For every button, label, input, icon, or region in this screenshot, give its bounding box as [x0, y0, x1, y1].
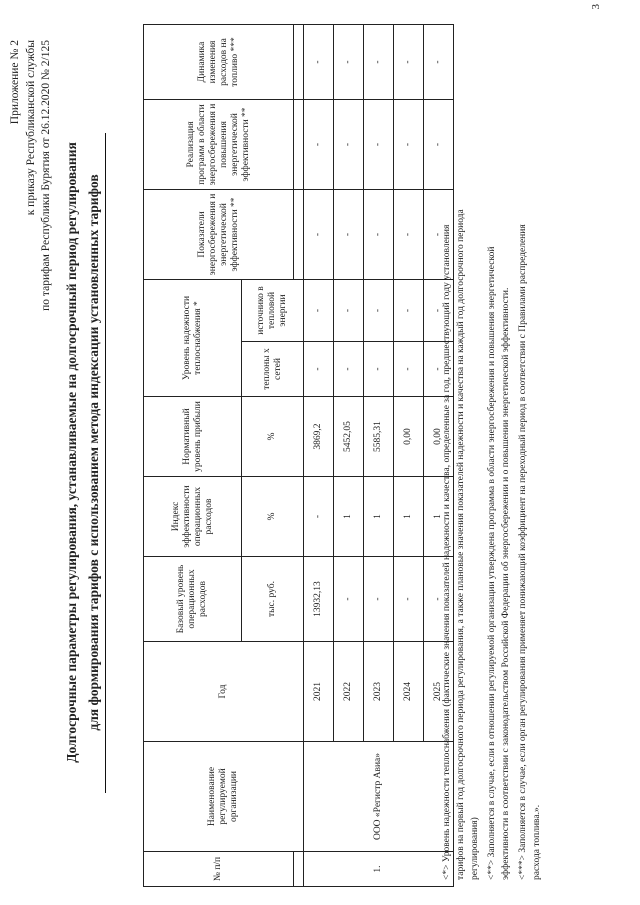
page-number: 3	[590, 4, 602, 10]
row-num: 1.	[304, 852, 454, 887]
cell-energy: -	[364, 189, 394, 279]
document-title-line1: Долгосрочные параметры регулирования, устанавливаемые на долгосрочный период регулирования	[64, 142, 79, 763]
cell-year: 2024	[394, 642, 424, 742]
empty-cell	[294, 24, 304, 99]
header-fuel: Динамика изменения расходов на топливо ***	[144, 24, 294, 99]
cell-fuel: -	[304, 24, 334, 99]
cell-year: 2022	[334, 642, 364, 742]
header-num: № п/п	[144, 852, 294, 887]
appendix-title: Приложение № 2	[9, 40, 21, 125]
cell-fuel: -	[424, 24, 454, 99]
header-program: Реализация программ в области энергосбережения и повышения энергетической эффективности **	[144, 99, 294, 189]
cell-profit: 0,00	[424, 397, 454, 477]
cell-networks: -	[394, 342, 424, 397]
cell-base: 13932,13	[304, 557, 334, 642]
cell-profit: 5585,31	[364, 397, 394, 477]
header-base: Базовый уровень операционных расходов	[144, 557, 242, 642]
row-org: ООО «Регистр Авиа»	[304, 742, 454, 852]
appendix-service: по тарифам Республики Бурятия от 26.12.2020 № 2/125	[40, 40, 52, 311]
cell-source: -	[394, 279, 424, 341]
cell-program: -	[424, 99, 454, 189]
unit-index: %	[242, 477, 304, 557]
cell-networks: -	[334, 342, 364, 397]
cell-program: -	[334, 99, 364, 189]
cell-networks: -	[304, 342, 334, 397]
cell-index: -	[304, 477, 334, 557]
tariff-parameters-table	[143, 24, 454, 887]
header-profit: Нормативный уровень прибыли	[144, 397, 242, 477]
cell-program: -	[364, 99, 394, 189]
document-title-line2: для формирования тарифов с использованием метода индексации установленных тарифов	[86, 174, 101, 731]
appendix-order: к приказу Республиканской службы	[25, 40, 37, 216]
empty-cell	[294, 99, 304, 189]
cell-year: 2023	[364, 642, 394, 742]
cell-base: -	[424, 557, 454, 642]
cell-index: 1	[334, 477, 364, 557]
unit-base: тыс. руб.	[242, 557, 304, 642]
header-energy: Показатели энергосбережения и энергетической эффективности **	[144, 189, 294, 279]
cell-index: 1	[394, 477, 424, 557]
cell-index: 1	[364, 477, 394, 557]
header-index: Индекс эффективности операционных расходов	[144, 477, 242, 557]
footnote-line: <**> Заполняется в случае, если в отношении регулируемой организации утверждена программа в области энергосбережения и повышения энергетической	[487, 246, 497, 880]
unit-profit: %	[242, 397, 304, 477]
header-reliability-source: источнико в тепловой энергии	[242, 279, 304, 341]
cell-year: 2025	[424, 642, 454, 742]
footnote-line: <*> Уровень надежности теплоснабжения (фактические значения показателей надежности и качества, определенные за год, предшествующий году установления	[442, 224, 452, 880]
cell-fuel: -	[334, 24, 364, 99]
cell-networks: -	[424, 342, 454, 397]
header-org: Наименование регулируемой организации	[144, 742, 304, 852]
footnote-line: эффективности в соответствии с законодательством Российской Федерации об энергосбережении и о повышении энергетической эффективности.	[501, 287, 511, 880]
empty-cell	[294, 852, 304, 887]
cell-source: -	[424, 279, 454, 341]
footnote-line: расхода топлива.».	[532, 804, 542, 880]
cell-base: -	[394, 557, 424, 642]
header-reliability: Уровень надежности теплоснабжения *	[144, 279, 242, 396]
cell-profit: 0,00	[394, 397, 424, 477]
cell-profit: 5452,05	[334, 397, 364, 477]
cell-program: -	[394, 99, 424, 189]
cell-fuel: -	[364, 24, 394, 99]
footnote-line: регулирования)	[470, 817, 480, 880]
cell-source: -	[304, 279, 334, 341]
footnote-line: <***> Заполняется в случае, если орган регулирования применяет понижающий коэффициент на переходный период в соответствии с Правилами распределения	[518, 224, 528, 880]
cell-base: -	[364, 557, 394, 642]
footnote-line: тарифов на первый год долгосрочного периода регулирования, а также плановые значения показателей надежности и качества на каждый год долгосрочного периода	[456, 209, 466, 880]
cell-profit: 3869,2	[304, 397, 334, 477]
cell-fuel: -	[394, 24, 424, 99]
cell-index: 1	[424, 477, 454, 557]
cell-program: -	[304, 99, 334, 189]
cell-energy: -	[334, 189, 364, 279]
empty-cell	[294, 189, 304, 279]
header-year: Год	[144, 642, 304, 742]
cell-year: 2021	[304, 642, 334, 742]
title-underline	[105, 133, 106, 793]
cell-energy: -	[304, 189, 334, 279]
header-reliability-networks: теплоны х сетей	[242, 342, 304, 397]
cell-energy: -	[394, 189, 424, 279]
cell-source: -	[334, 279, 364, 341]
cell-base: -	[334, 557, 364, 642]
cell-energy: -	[424, 189, 454, 279]
cell-source: -	[364, 279, 394, 341]
cell-networks: -	[364, 342, 394, 397]
